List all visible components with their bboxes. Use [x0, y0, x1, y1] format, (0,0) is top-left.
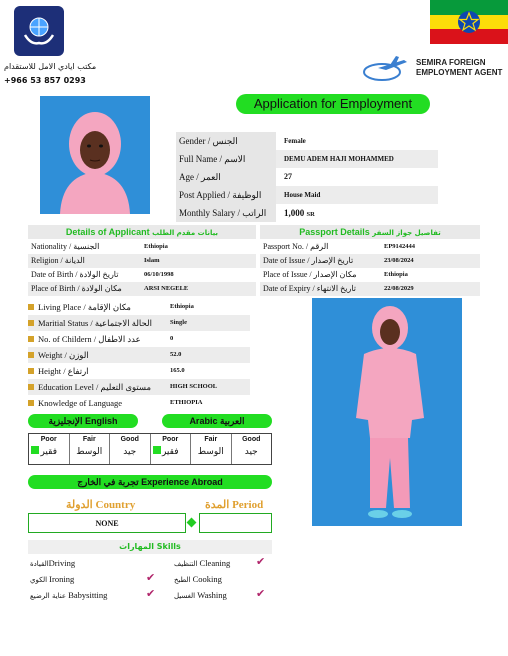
- skill-ironing: [30, 572, 74, 586]
- applicant-details-heading: [28, 225, 256, 239]
- country-value: NONE: [28, 513, 186, 533]
- dob-label: Date of Birth / تاريخ الولادة: [31, 270, 119, 279]
- level-label-en: Poor: [40, 436, 57, 443]
- language-knowledge-row: [28, 395, 250, 411]
- applicant-details-table: [28, 240, 256, 296]
- check-icon: ✔: [256, 587, 266, 600]
- gender-label: Gender / الجنس: [176, 132, 276, 150]
- skill-driving: [30, 556, 75, 570]
- arabic-good-cell[interactable]: [232, 434, 272, 464]
- applicant-full-body-photo: [312, 298, 462, 526]
- arabic-fair-cell[interactable]: [191, 434, 232, 464]
- nationality-label: Nationality / الجنسية: [31, 242, 100, 251]
- skills-heading: المهارات Skills: [28, 540, 272, 554]
- passport-details-heading-en: Passport Details: [299, 227, 370, 237]
- place-of-birth-row: [28, 282, 256, 296]
- skill-cooking: [174, 572, 222, 586]
- nationality-row: [28, 240, 256, 254]
- skill-ironing-ar: الكوي: [30, 576, 48, 584]
- skill-driving-label: Driving: [48, 558, 76, 568]
- gender-value: Female: [284, 137, 306, 145]
- issue-place-label: Place of Issue / مكان الإصدار: [263, 270, 357, 279]
- language-level-grid: [28, 433, 272, 465]
- skill-cooking-ar: الطبخ: [174, 576, 191, 584]
- skill-cooking-label: Cooking: [192, 574, 222, 584]
- applicant-portrait-photo: [40, 96, 150, 214]
- arabic-poor-cell[interactable]: [151, 434, 192, 464]
- place-of-birth-label: Place of Birth / مكان الولادة: [31, 284, 122, 293]
- skill-cleaning: [174, 556, 230, 570]
- children-row: [28, 331, 250, 347]
- skill-babysitting-label: Babysitting: [68, 590, 108, 600]
- skill-washing-label: Washing: [197, 590, 227, 600]
- level-label-ar: الوسط: [197, 447, 224, 457]
- passport-details-heading: [260, 225, 480, 239]
- full-name-label: Full Name / الاسم: [176, 150, 276, 168]
- post-applied-value: House Maid: [276, 186, 438, 204]
- expiry-date-label: Date of Expiry / تاريخ الانتهاء: [263, 284, 356, 293]
- period-value: [199, 513, 272, 533]
- religion-row: [28, 254, 256, 268]
- bullet-icon: [28, 320, 34, 326]
- issue-date-row: [260, 254, 480, 268]
- children-label: No. of Childern / عدد الاطفال: [38, 334, 141, 344]
- skill-cleaning-ar: التنظيف: [174, 560, 198, 568]
- age-value: 27: [284, 172, 292, 181]
- living-place-label: Living Place / مكان الإقامة: [38, 302, 131, 312]
- bullet-icon: [28, 400, 34, 406]
- dob-value: 06/10/1998: [144, 271, 174, 278]
- issue-date-label: Date of Issue / تاريخ الإصدار: [263, 256, 354, 265]
- issue-place-row: [260, 268, 480, 282]
- agent-name: [416, 58, 502, 78]
- level-label-en: Fair: [204, 436, 218, 443]
- selected-check-icon: [31, 446, 39, 454]
- education-label: Education Level / مستوى التعليم: [38, 382, 152, 392]
- agency-phone: +966 53 857 0293: [4, 76, 86, 85]
- applicant-details-heading-en: Details of Applicant: [65, 227, 150, 237]
- marital-status-label: Maritial Status / الحالة الاجتماعية: [38, 318, 152, 328]
- bullet-icon: [28, 384, 34, 390]
- globe-hands-icon: [19, 11, 59, 51]
- english-fair-cell[interactable]: [70, 434, 111, 464]
- check-icon: ✔: [256, 555, 266, 568]
- level-label-ar: فقير: [161, 447, 179, 457]
- level-label-en: Good: [242, 436, 261, 443]
- full-name-row: [176, 150, 438, 168]
- gender-row: [176, 132, 438, 150]
- english-language-pill: الإنجليزية English: [28, 414, 138, 428]
- skill-washing-ar: الغسيل: [174, 592, 196, 600]
- religion-value: Islam: [144, 257, 160, 264]
- skill-cleaning-label: Cleaning: [199, 558, 231, 568]
- arabic-language-pill: Arabic العربية: [162, 414, 272, 428]
- english-poor-cell[interactable]: [29, 434, 70, 464]
- check-icon: ✔: [146, 571, 156, 584]
- agent-name-line2: EMPLOYMENT AGENT: [416, 68, 503, 77]
- skill-babysitting-ar: عناية الرضيع: [30, 592, 67, 600]
- page-title: Application for Employment: [236, 94, 430, 114]
- marital-status-row: [28, 315, 250, 331]
- height-label: Height / ارتفاع: [38, 366, 89, 376]
- expiry-date-value: 22/08/2029: [384, 285, 414, 292]
- education-value: HIGH SCHOOL: [170, 383, 218, 390]
- english-good-cell[interactable]: [110, 434, 151, 464]
- salary-currency: SR: [306, 211, 315, 218]
- selected-check-icon: [153, 446, 161, 454]
- level-label-en: Fair: [82, 436, 96, 443]
- salary-value: [276, 204, 438, 222]
- check-icon: ✔: [146, 587, 156, 600]
- nationality-value: Ethiopia: [144, 243, 168, 250]
- weight-label: Weight / الوزن: [38, 350, 89, 360]
- level-label-en: Poor: [162, 436, 179, 443]
- agency-logo: [14, 6, 64, 56]
- experience-abroad-pill: تجربة في الخارج Experience Abroad: [28, 475, 272, 489]
- education-row: [28, 379, 250, 395]
- post-applied-label: Post Applied / الوظيفة: [176, 186, 276, 204]
- salary-row: [176, 204, 438, 222]
- passport-details-heading-ar: تفاصيل جواز السفر: [372, 229, 441, 237]
- level-label-ar: فقير: [40, 447, 58, 457]
- issue-place-value: Ethiopia: [384, 271, 408, 278]
- passport-no-row: [260, 240, 480, 254]
- passport-details-table: [260, 240, 480, 296]
- weight-value: 52.0: [170, 351, 182, 358]
- passport-no-label: Passport No. / الرقم: [263, 242, 329, 251]
- age-label: Age / العمر: [176, 168, 276, 186]
- diamond-icon: [187, 518, 197, 528]
- level-label-ar: جيد: [123, 447, 137, 457]
- level-label-ar: جيد: [244, 447, 258, 457]
- children-value: 0: [170, 335, 174, 342]
- height-row: [28, 363, 250, 379]
- skill-babysitting: [30, 588, 107, 602]
- salary-label: Monthly Salary / الراتب: [176, 204, 276, 222]
- marital-status-value: Single: [170, 319, 187, 326]
- issue-date-value: 23/08/2024: [384, 257, 414, 264]
- height-value: 165.0: [170, 367, 185, 374]
- period-label: المدة Period: [205, 499, 264, 511]
- bullet-icon: [28, 368, 34, 374]
- agent-name-line1: SEMIRA FOREIGN: [416, 58, 486, 67]
- religion-label: Religion / الديانة: [31, 256, 85, 265]
- post-applied-row: [176, 186, 438, 204]
- language-knowledge-label: Knowledge of Language: [38, 398, 123, 408]
- level-label-ar: الوسط: [76, 447, 103, 457]
- passport-no-value: EP9142444: [384, 243, 416, 250]
- weight-row: [28, 347, 250, 363]
- bullet-icon: [28, 304, 34, 310]
- living-place-value: Ethiopia: [170, 303, 194, 310]
- place-of-birth-value: ARSI NEGELE: [144, 285, 189, 292]
- airplane-logo-icon: [360, 54, 412, 84]
- expiry-date-row: [260, 282, 480, 296]
- applicant-details-heading-ar: بيانات مقدم الطلب: [152, 229, 219, 237]
- living-place-row: [28, 299, 250, 315]
- bullet-icon: [28, 352, 34, 358]
- dob-row: [28, 268, 256, 282]
- bullet-icon: [28, 336, 34, 342]
- agency-name-ar: مكتب ايادي الامل للاستقدام: [4, 62, 97, 71]
- ethiopia-flag: [430, 0, 508, 44]
- country-label: الدولة Country: [66, 499, 136, 511]
- skill-ironing-label: Ironing: [49, 574, 75, 584]
- skill-driving-ar: القيادة: [30, 560, 49, 568]
- full-name-value: DEMU ADEM HAJI MOHAMMED: [276, 150, 438, 168]
- level-label-en: Good: [120, 436, 139, 443]
- language-knowledge-value: ETHIOPIA: [170, 399, 203, 406]
- skill-washing: [174, 588, 227, 602]
- salary-amount: 1,000: [284, 208, 305, 218]
- age-row: [176, 168, 438, 186]
